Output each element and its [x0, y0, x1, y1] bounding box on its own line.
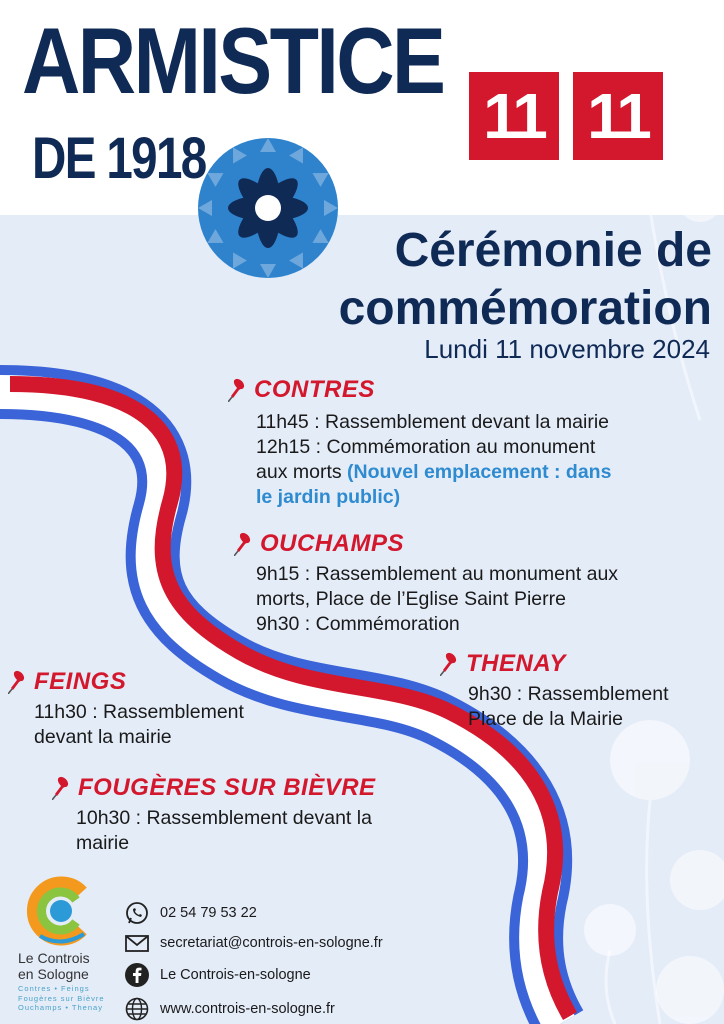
schedule-line: mairie: [76, 832, 130, 854]
venue-name: FOUGÈRES SUR BIÈVRE: [78, 774, 376, 801]
new-location-note: (Nouvel emplacement : dans: [347, 461, 612, 483]
contact-facebook-row: [124, 962, 311, 988]
pin-icon: [234, 532, 256, 556]
ceremony-title-line1: Cérémonie de: [394, 224, 712, 277]
new-location-note-cont: le jardin public): [256, 486, 401, 508]
schedule-line: 9h30 : Commémoration: [256, 613, 460, 635]
venue-fougeres-sur-bievre: [52, 768, 376, 856]
contact-email-row: [124, 930, 383, 956]
logo-line2: en Sologne: [18, 966, 89, 982]
controis-logo-icon: [24, 874, 98, 948]
pin-icon: [8, 670, 30, 694]
email-address[interactable]: secretariat@controis-en-sologne.fr: [160, 935, 383, 951]
venue-name: THENAY: [466, 650, 566, 677]
ceremony-title: [339, 222, 712, 338]
date-day-badge: 11: [469, 72, 559, 160]
logo-text: [18, 950, 90, 982]
logo-towns-line1: Contres • Feings: [18, 984, 90, 993]
contact-website-row: [124, 996, 335, 1022]
website-link[interactable]: www.controis-en-sologne.fr: [160, 1001, 335, 1017]
pin-icon: [440, 652, 462, 676]
ceremony-date: Lundi 11 novembre 2024: [424, 334, 710, 364]
facebook-icon: [124, 962, 150, 988]
schedule-line: 11h30 : Rassemblement: [34, 701, 244, 723]
logo-towns-line3: Ouchamps • Thenay: [18, 1003, 103, 1012]
schedule-line: Place de la Mairie: [468, 708, 623, 730]
date-month-badge: 11: [573, 72, 663, 160]
contact-footer: [0, 860, 440, 1024]
schedule-line: 9h30 : Rassemblement: [468, 683, 669, 705]
schedule-line: 10h30 : Rassemblement devant la: [76, 807, 372, 829]
phone-number[interactable]: 02 54 79 53 22: [160, 905, 257, 921]
venue-feings: [8, 662, 244, 750]
schedule-line: aux morts: [256, 461, 342, 483]
page-title: ARMISTICE: [22, 8, 444, 113]
contact-phone-row: [124, 900, 257, 926]
schedule-line: 11h45 : Rassemblement devant la mairie: [256, 411, 609, 433]
venue-name: OUCHAMPS: [260, 530, 405, 557]
venue-name: FEINGS: [34, 668, 127, 695]
pin-icon: [228, 378, 250, 402]
globe-icon: [124, 996, 150, 1022]
facebook-page[interactable]: Le Controis-en-sologne: [160, 967, 311, 983]
schedule-line: 9h15 : Rassemblement au monument aux: [256, 563, 619, 585]
venue-name: CONTRES: [254, 376, 375, 403]
ceremony-title-line2: commémoration: [338, 282, 712, 335]
whatsapp-icon: [124, 900, 150, 926]
schedule-line: devant la mairie: [34, 726, 172, 748]
pin-icon: [52, 776, 74, 800]
logo-line1: Le Controis: [18, 950, 90, 966]
page-subtitle: DE 1918: [32, 126, 206, 191]
venue-contres: [228, 370, 611, 510]
email-icon: [124, 930, 150, 956]
cornflower-icon: [196, 136, 340, 280]
venue-ouchamps: [234, 524, 618, 637]
logo-towns-line2: Fougères sur Bièvre: [18, 993, 105, 1003]
venue-thenay: [440, 644, 669, 732]
schedule-line: 12h15 : Commémoration au monument: [256, 436, 596, 458]
logo-towns: [18, 984, 105, 1013]
schedule-line: morts, Place de l’Eglise Saint Pierre: [256, 588, 566, 610]
